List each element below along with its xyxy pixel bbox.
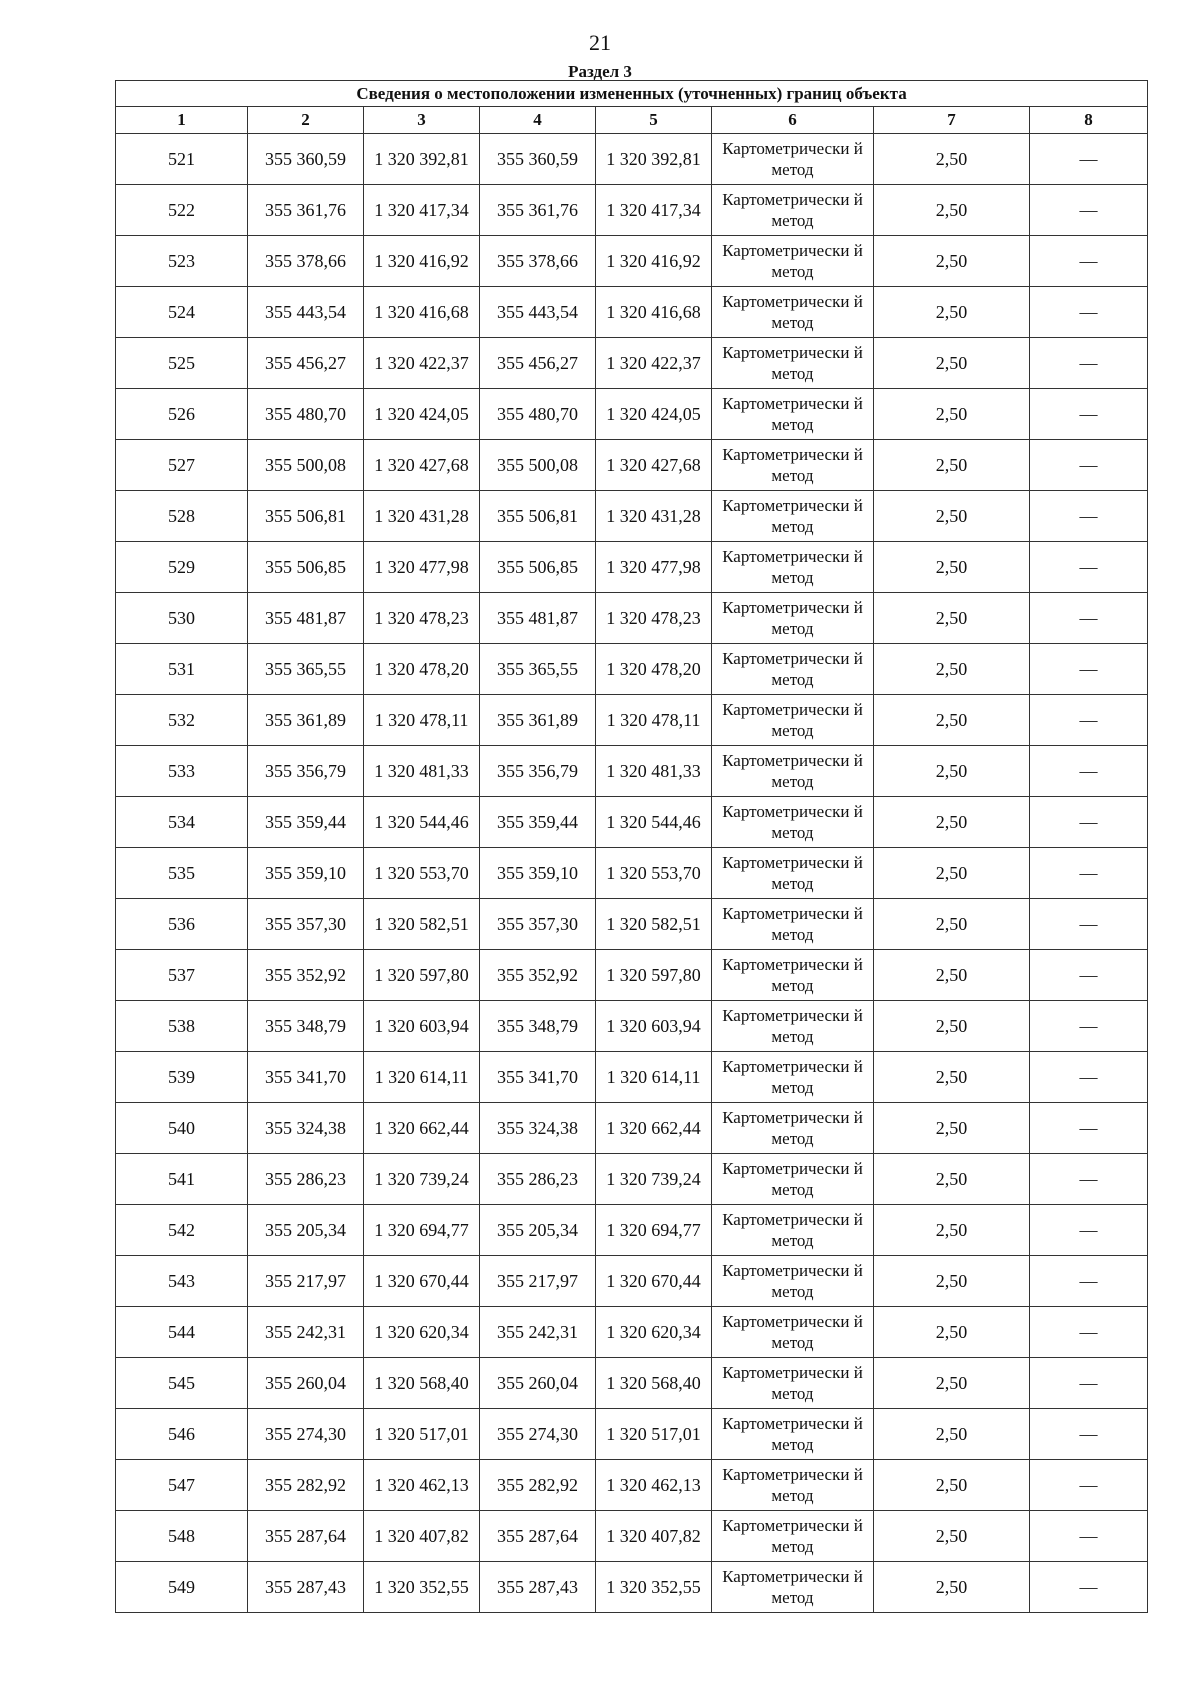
y-new-cell: 1 320 478,23 xyxy=(596,593,712,644)
point-number-cell: 545 xyxy=(116,1358,248,1409)
y-new-cell: 1 320 582,51 xyxy=(596,899,712,950)
description-cell: — xyxy=(1030,1307,1148,1358)
table-row xyxy=(116,1511,1148,1562)
table-row xyxy=(116,1001,1148,1052)
description-cell: — xyxy=(1030,950,1148,1001)
precision-cell: 2,50 xyxy=(874,185,1030,236)
y-existing-cell: 1 320 478,20 xyxy=(364,644,480,695)
table-row xyxy=(116,644,1148,695)
y-new-cell: 1 320 694,77 xyxy=(596,1205,712,1256)
y-existing-cell: 1 320 614,11 xyxy=(364,1052,480,1103)
x-existing-cell: 355 359,10 xyxy=(248,848,364,899)
y-existing-cell: 1 320 481,33 xyxy=(364,746,480,797)
method-cell: Картометрически й метод xyxy=(712,1409,874,1460)
y-existing-cell: 1 320 739,24 xyxy=(364,1154,480,1205)
x-existing-cell: 355 506,85 xyxy=(248,542,364,593)
x-new-cell: 355 260,04 xyxy=(480,1358,596,1409)
table-row xyxy=(116,746,1148,797)
table-row xyxy=(116,1409,1148,1460)
x-new-cell: 355 378,66 xyxy=(480,236,596,287)
table-row xyxy=(116,236,1148,287)
x-new-cell: 355 481,87 xyxy=(480,593,596,644)
method-cell: Картометрически й метод xyxy=(712,440,874,491)
x-existing-cell: 355 357,30 xyxy=(248,899,364,950)
x-existing-cell: 355 456,27 xyxy=(248,338,364,389)
point-number-cell: 542 xyxy=(116,1205,248,1256)
y-new-cell: 1 320 422,37 xyxy=(596,338,712,389)
y-existing-cell: 1 320 352,55 xyxy=(364,1562,480,1613)
y-existing-cell: 1 320 417,34 xyxy=(364,185,480,236)
method-cell: Картометрически й метод xyxy=(712,287,874,338)
x-existing-cell: 355 480,70 xyxy=(248,389,364,440)
precision-cell: 2,50 xyxy=(874,1001,1030,1052)
x-new-cell: 355 287,64 xyxy=(480,1511,596,1562)
point-number-cell: 531 xyxy=(116,644,248,695)
x-new-cell: 355 506,81 xyxy=(480,491,596,542)
description-cell: — xyxy=(1030,338,1148,389)
y-new-cell: 1 320 478,11 xyxy=(596,695,712,746)
precision-cell: 2,50 xyxy=(874,287,1030,338)
description-cell: — xyxy=(1030,848,1148,899)
y-new-cell: 1 320 352,55 xyxy=(596,1562,712,1613)
y-new-cell: 1 320 614,11 xyxy=(596,1052,712,1103)
precision-cell: 2,50 xyxy=(874,1154,1030,1205)
table-row xyxy=(116,440,1148,491)
method-cell: Картометрически й метод xyxy=(712,1001,874,1052)
x-existing-cell: 355 260,04 xyxy=(248,1358,364,1409)
x-existing-cell: 355 287,43 xyxy=(248,1562,364,1613)
y-existing-cell: 1 320 431,28 xyxy=(364,491,480,542)
precision-cell: 2,50 xyxy=(874,338,1030,389)
x-new-cell: 355 356,79 xyxy=(480,746,596,797)
table-row xyxy=(116,950,1148,1001)
y-new-cell: 1 320 739,24 xyxy=(596,1154,712,1205)
point-number-cell: 524 xyxy=(116,287,248,338)
method-cell: Картометрически й метод xyxy=(712,1154,874,1205)
table-row xyxy=(116,389,1148,440)
description-cell: — xyxy=(1030,1562,1148,1613)
x-existing-cell: 355 500,08 xyxy=(248,440,364,491)
x-existing-cell: 355 341,70 xyxy=(248,1052,364,1103)
point-number-cell: 544 xyxy=(116,1307,248,1358)
x-new-cell: 355 359,10 xyxy=(480,848,596,899)
table-row xyxy=(116,1307,1148,1358)
y-existing-cell: 1 320 544,46 xyxy=(364,797,480,848)
table-row xyxy=(116,287,1148,338)
x-existing-cell: 355 274,30 xyxy=(248,1409,364,1460)
method-cell: Картометрически й метод xyxy=(712,746,874,797)
description-cell: — xyxy=(1030,287,1148,338)
precision-cell: 2,50 xyxy=(874,1307,1030,1358)
point-number-cell: 528 xyxy=(116,491,248,542)
y-new-cell: 1 320 620,34 xyxy=(596,1307,712,1358)
y-new-cell: 1 320 431,28 xyxy=(596,491,712,542)
x-existing-cell: 355 443,54 xyxy=(248,287,364,338)
description-cell: — xyxy=(1030,644,1148,695)
description-cell: — xyxy=(1030,542,1148,593)
method-cell: Картометрически й метод xyxy=(712,1256,874,1307)
table-row xyxy=(116,1460,1148,1511)
y-new-cell: 1 320 544,46 xyxy=(596,797,712,848)
description-cell: — xyxy=(1030,389,1148,440)
table-caption: Сведения о местоположении измененных (уточненных) границ объекта xyxy=(116,81,1148,107)
table-row xyxy=(116,797,1148,848)
section-title: Раздел 3 xyxy=(568,62,632,81)
description-cell: — xyxy=(1030,1205,1148,1256)
point-number-cell: 549 xyxy=(116,1562,248,1613)
point-number-cell: 547 xyxy=(116,1460,248,1511)
x-new-cell: 355 360,59 xyxy=(480,134,596,185)
y-new-cell: 1 320 462,13 xyxy=(596,1460,712,1511)
y-new-cell: 1 320 568,40 xyxy=(596,1358,712,1409)
y-existing-cell: 1 320 662,44 xyxy=(364,1103,480,1154)
method-cell: Картометрически й метод xyxy=(712,950,874,1001)
point-number-cell: 543 xyxy=(116,1256,248,1307)
method-cell: Картометрически й метод xyxy=(712,644,874,695)
column-header-5: 5 xyxy=(596,107,712,134)
description-cell: — xyxy=(1030,1409,1148,1460)
precision-cell: 2,50 xyxy=(874,491,1030,542)
y-new-cell: 1 320 481,33 xyxy=(596,746,712,797)
x-new-cell: 355 456,27 xyxy=(480,338,596,389)
description-cell: — xyxy=(1030,1103,1148,1154)
description-cell: — xyxy=(1030,1256,1148,1307)
precision-cell: 2,50 xyxy=(874,134,1030,185)
y-new-cell: 1 320 670,44 xyxy=(596,1256,712,1307)
y-existing-cell: 1 320 416,92 xyxy=(364,236,480,287)
precision-cell: 2,50 xyxy=(874,1409,1030,1460)
method-cell: Картометрически й метод xyxy=(712,1460,874,1511)
description-cell: — xyxy=(1030,1052,1148,1103)
y-existing-cell: 1 320 462,13 xyxy=(364,1460,480,1511)
y-new-cell: 1 320 416,68 xyxy=(596,287,712,338)
x-existing-cell: 355 378,66 xyxy=(248,236,364,287)
method-cell: Картометрически й метод xyxy=(712,1103,874,1154)
description-cell: — xyxy=(1030,1511,1148,1562)
description-cell: — xyxy=(1030,899,1148,950)
method-cell: Картометрически й метод xyxy=(712,593,874,644)
precision-cell: 2,50 xyxy=(874,746,1030,797)
y-new-cell: 1 320 417,34 xyxy=(596,185,712,236)
y-existing-cell: 1 320 407,82 xyxy=(364,1511,480,1562)
x-new-cell: 355 282,92 xyxy=(480,1460,596,1511)
y-existing-cell: 1 320 517,01 xyxy=(364,1409,480,1460)
description-cell: — xyxy=(1030,185,1148,236)
x-existing-cell: 355 286,23 xyxy=(248,1154,364,1205)
point-number-cell: 537 xyxy=(116,950,248,1001)
x-new-cell: 355 500,08 xyxy=(480,440,596,491)
description-cell: — xyxy=(1030,797,1148,848)
y-existing-cell: 1 320 597,80 xyxy=(364,950,480,1001)
x-existing-cell: 355 287,64 xyxy=(248,1511,364,1562)
method-cell: Картометрически й метод xyxy=(712,134,874,185)
y-existing-cell: 1 320 478,23 xyxy=(364,593,480,644)
x-new-cell: 355 205,34 xyxy=(480,1205,596,1256)
description-cell: — xyxy=(1030,1460,1148,1511)
description-cell: — xyxy=(1030,236,1148,287)
description-cell: — xyxy=(1030,491,1148,542)
point-number-cell: 536 xyxy=(116,899,248,950)
table-row xyxy=(116,593,1148,644)
point-number-cell: 548 xyxy=(116,1511,248,1562)
precision-cell: 2,50 xyxy=(874,389,1030,440)
table-row xyxy=(116,1562,1148,1613)
x-existing-cell: 355 361,89 xyxy=(248,695,364,746)
x-new-cell: 355 286,23 xyxy=(480,1154,596,1205)
x-new-cell: 355 480,70 xyxy=(480,389,596,440)
x-existing-cell: 355 282,92 xyxy=(248,1460,364,1511)
y-new-cell: 1 320 416,92 xyxy=(596,236,712,287)
point-number-cell: 530 xyxy=(116,593,248,644)
method-cell: Картометрически й метод xyxy=(712,1511,874,1562)
y-existing-cell: 1 320 392,81 xyxy=(364,134,480,185)
y-new-cell: 1 320 392,81 xyxy=(596,134,712,185)
precision-cell: 2,50 xyxy=(874,1511,1030,1562)
x-existing-cell: 355 205,34 xyxy=(248,1205,364,1256)
precision-cell: 2,50 xyxy=(874,1256,1030,1307)
x-new-cell: 355 357,30 xyxy=(480,899,596,950)
point-number-cell: 521 xyxy=(116,134,248,185)
method-cell: Картометрически й метод xyxy=(712,848,874,899)
method-cell: Картометрически й метод xyxy=(712,1358,874,1409)
y-existing-cell: 1 320 603,94 xyxy=(364,1001,480,1052)
column-header-7: 7 xyxy=(874,107,1030,134)
x-new-cell: 355 348,79 xyxy=(480,1001,596,1052)
table-row xyxy=(116,1103,1148,1154)
method-cell: Картометрически й метод xyxy=(712,542,874,593)
x-new-cell: 355 287,43 xyxy=(480,1562,596,1613)
y-existing-cell: 1 320 477,98 xyxy=(364,542,480,593)
x-new-cell: 355 365,55 xyxy=(480,644,596,695)
method-cell: Картометрически й метод xyxy=(712,491,874,542)
y-new-cell: 1 320 477,98 xyxy=(596,542,712,593)
method-cell: Картометрически й метод xyxy=(712,1562,874,1613)
x-new-cell: 355 443,54 xyxy=(480,287,596,338)
description-cell: — xyxy=(1030,746,1148,797)
x-new-cell: 355 506,85 xyxy=(480,542,596,593)
description-cell: — xyxy=(1030,134,1148,185)
x-existing-cell: 355 356,79 xyxy=(248,746,364,797)
table-row xyxy=(116,491,1148,542)
method-cell: Картометрически й метод xyxy=(712,695,874,746)
point-number-cell: 523 xyxy=(116,236,248,287)
precision-cell: 2,50 xyxy=(874,440,1030,491)
y-new-cell: 1 320 407,82 xyxy=(596,1511,712,1562)
point-number-cell: 538 xyxy=(116,1001,248,1052)
column-header-4: 4 xyxy=(480,107,596,134)
point-number-cell: 527 xyxy=(116,440,248,491)
point-number-cell: 529 xyxy=(116,542,248,593)
x-new-cell: 355 359,44 xyxy=(480,797,596,848)
y-existing-cell: 1 320 478,11 xyxy=(364,695,480,746)
method-cell: Картометрически й метод xyxy=(712,797,874,848)
precision-cell: 2,50 xyxy=(874,848,1030,899)
y-existing-cell: 1 320 424,05 xyxy=(364,389,480,440)
point-number-cell: 546 xyxy=(116,1409,248,1460)
x-existing-cell: 355 352,92 xyxy=(248,950,364,1001)
x-existing-cell: 355 359,44 xyxy=(248,797,364,848)
table-row xyxy=(116,1256,1148,1307)
y-existing-cell: 1 320 694,77 xyxy=(364,1205,480,1256)
precision-cell: 2,50 xyxy=(874,797,1030,848)
point-number-cell: 540 xyxy=(116,1103,248,1154)
x-existing-cell: 355 324,38 xyxy=(248,1103,364,1154)
x-new-cell: 355 352,92 xyxy=(480,950,596,1001)
table-body xyxy=(116,134,1148,1613)
boundary-coordinates-table xyxy=(115,80,1148,1613)
column-header-2: 2 xyxy=(248,107,364,134)
x-existing-cell: 355 365,55 xyxy=(248,644,364,695)
column-header-6: 6 xyxy=(712,107,874,134)
y-existing-cell: 1 320 582,51 xyxy=(364,899,480,950)
x-existing-cell: 355 348,79 xyxy=(248,1001,364,1052)
y-new-cell: 1 320 603,94 xyxy=(596,1001,712,1052)
point-number-cell: 522 xyxy=(116,185,248,236)
y-new-cell: 1 320 597,80 xyxy=(596,950,712,1001)
table-row xyxy=(116,1154,1148,1205)
description-cell: — xyxy=(1030,1154,1148,1205)
point-number-cell: 526 xyxy=(116,389,248,440)
table-row xyxy=(116,695,1148,746)
description-cell: — xyxy=(1030,593,1148,644)
precision-cell: 2,50 xyxy=(874,1460,1030,1511)
point-number-cell: 534 xyxy=(116,797,248,848)
method-cell: Картометрически й метод xyxy=(712,899,874,950)
column-header-3: 3 xyxy=(364,107,480,134)
precision-cell: 2,50 xyxy=(874,542,1030,593)
precision-cell: 2,50 xyxy=(874,1562,1030,1613)
point-number-cell: 535 xyxy=(116,848,248,899)
x-new-cell: 355 242,31 xyxy=(480,1307,596,1358)
x-existing-cell: 355 242,31 xyxy=(248,1307,364,1358)
y-new-cell: 1 320 424,05 xyxy=(596,389,712,440)
point-number-cell: 525 xyxy=(116,338,248,389)
x-new-cell: 355 361,76 xyxy=(480,185,596,236)
y-existing-cell: 1 320 568,40 xyxy=(364,1358,480,1409)
y-new-cell: 1 320 478,20 xyxy=(596,644,712,695)
y-existing-cell: 1 320 620,34 xyxy=(364,1307,480,1358)
method-cell: Картометрически й метод xyxy=(712,1205,874,1256)
precision-cell: 2,50 xyxy=(874,950,1030,1001)
precision-cell: 2,50 xyxy=(874,593,1030,644)
method-cell: Картометрически й метод xyxy=(712,389,874,440)
y-new-cell: 1 320 517,01 xyxy=(596,1409,712,1460)
precision-cell: 2,50 xyxy=(874,695,1030,746)
table-row xyxy=(116,1052,1148,1103)
x-new-cell: 355 341,70 xyxy=(480,1052,596,1103)
precision-cell: 2,50 xyxy=(874,1052,1030,1103)
x-existing-cell: 355 217,97 xyxy=(248,1256,364,1307)
x-existing-cell: 355 481,87 xyxy=(248,593,364,644)
y-existing-cell: 1 320 416,68 xyxy=(364,287,480,338)
point-number-cell: 532 xyxy=(116,695,248,746)
x-existing-cell: 355 360,59 xyxy=(248,134,364,185)
y-existing-cell: 1 320 553,70 xyxy=(364,848,480,899)
column-header-8: 8 xyxy=(1030,107,1148,134)
table-row xyxy=(116,185,1148,236)
table-row xyxy=(116,899,1148,950)
precision-cell: 2,50 xyxy=(874,1103,1030,1154)
method-cell: Картометрически й метод xyxy=(712,1307,874,1358)
precision-cell: 2,50 xyxy=(874,1205,1030,1256)
table-row xyxy=(116,1205,1148,1256)
method-cell: Картометрически й метод xyxy=(712,185,874,236)
precision-cell: 2,50 xyxy=(874,236,1030,287)
point-number-cell: 541 xyxy=(116,1154,248,1205)
table-row xyxy=(116,848,1148,899)
y-existing-cell: 1 320 427,68 xyxy=(364,440,480,491)
y-new-cell: 1 320 553,70 xyxy=(596,848,712,899)
y-new-cell: 1 320 662,44 xyxy=(596,1103,712,1154)
precision-cell: 2,50 xyxy=(874,1358,1030,1409)
x-existing-cell: 355 506,81 xyxy=(248,491,364,542)
method-cell: Картометрически й метод xyxy=(712,1052,874,1103)
y-existing-cell: 1 320 670,44 xyxy=(364,1256,480,1307)
x-new-cell: 355 217,97 xyxy=(480,1256,596,1307)
point-number-cell: 533 xyxy=(116,746,248,797)
x-new-cell: 355 274,30 xyxy=(480,1409,596,1460)
precision-cell: 2,50 xyxy=(874,644,1030,695)
y-new-cell: 1 320 427,68 xyxy=(596,440,712,491)
table-row xyxy=(116,134,1148,185)
method-cell: Картометрически й метод xyxy=(712,338,874,389)
x-new-cell: 355 324,38 xyxy=(480,1103,596,1154)
table-row xyxy=(116,338,1148,389)
column-number-row xyxy=(116,107,1148,134)
table-row xyxy=(116,1358,1148,1409)
column-header-1: 1 xyxy=(116,107,248,134)
method-cell: Картометрически й метод xyxy=(712,236,874,287)
description-cell: — xyxy=(1030,440,1148,491)
description-cell: — xyxy=(1030,1358,1148,1409)
description-cell: — xyxy=(1030,1001,1148,1052)
point-number-cell: 539 xyxy=(116,1052,248,1103)
x-new-cell: 355 361,89 xyxy=(480,695,596,746)
description-cell: — xyxy=(1030,695,1148,746)
table-row xyxy=(116,542,1148,593)
page-number: 21 xyxy=(589,30,611,55)
precision-cell: 2,50 xyxy=(874,899,1030,950)
y-existing-cell: 1 320 422,37 xyxy=(364,338,480,389)
x-existing-cell: 355 361,76 xyxy=(248,185,364,236)
